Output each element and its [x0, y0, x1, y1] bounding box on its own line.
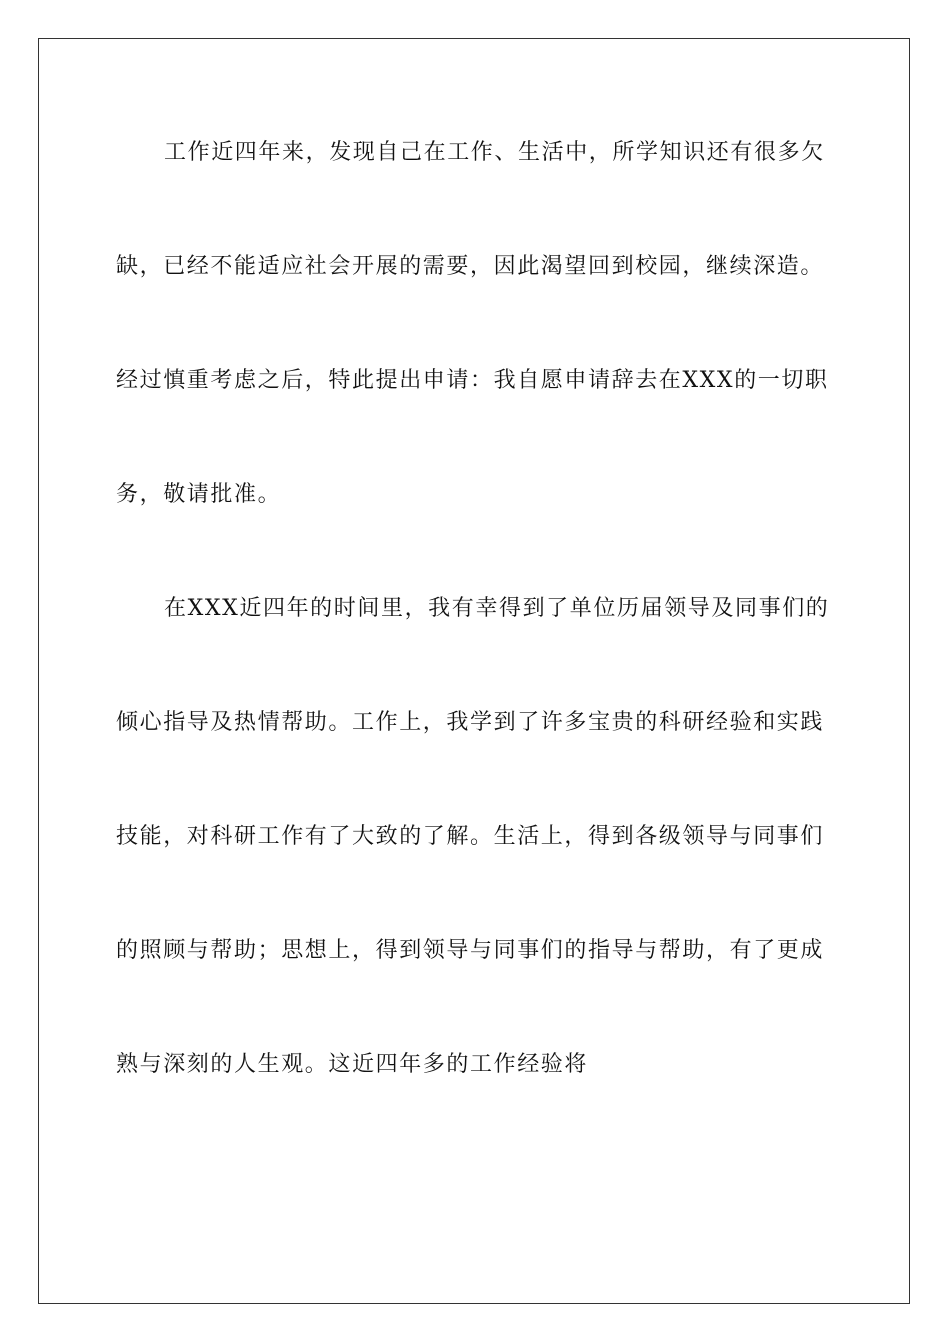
page-border: [38, 38, 910, 1304]
paragraph-1-line-1: 工作近四年来，发现自己在工作、生活中，所学知识还有很多欠: [164, 140, 825, 165]
paragraph-2-line-4: 的照顾与帮助；思想上，得到领导与同事们的指导与帮助，有了更成: [116, 938, 825, 963]
paragraph-1-line-3: 经过慎重考虑之后，特此提出申请：我自愿申请辞去在XXX的一切职: [116, 368, 829, 393]
paragraph-2-line-1: 在XXX近四年的时间里，我有幸得到了单位历届领导及同事们的: [164, 596, 830, 621]
paragraph-1-line-2: 缺，已经不能适应社会开展的需要，因此渴望回到校园，继续深造。: [116, 254, 825, 279]
paragraph-1-line-4: 务，敬请批准。: [116, 482, 282, 507]
paragraph-2-line-5: 熟与深刻的人生观。这近四年多的工作经验将: [116, 1052, 589, 1077]
paragraph-2-line-3: 技能，对科研工作有了大致的了解。生活上，得到各级领导与同事们: [116, 824, 825, 849]
paragraph-2-line-2: 倾心指导及热情帮助。工作上，我学到了许多宝贵的科研经验和实践: [116, 710, 825, 735]
